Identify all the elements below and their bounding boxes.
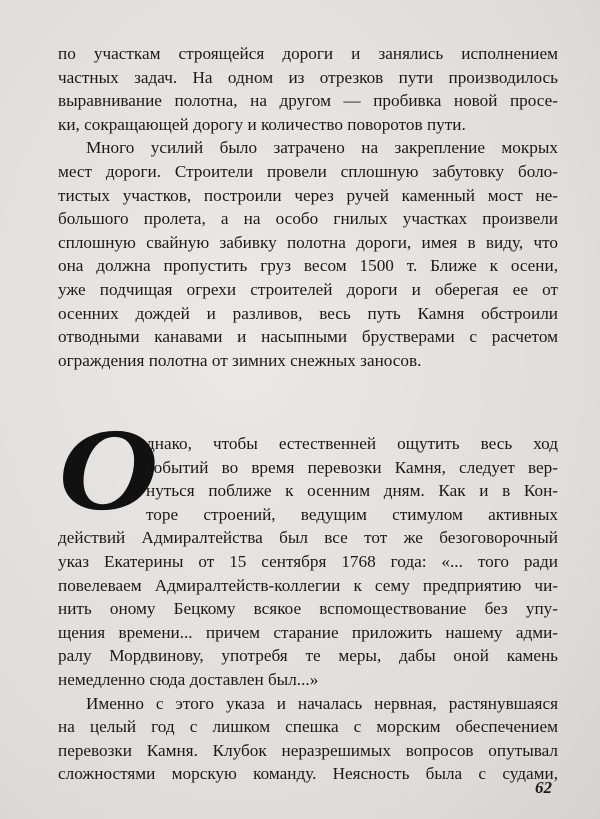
text-line: ки, сокращающей дорогу и количество поворотов пути.: [58, 114, 466, 134]
text-line: указ Екатерины от 15 сентября 1768 года: «... того ради: [58, 551, 558, 571]
text-line: по участкам строящейся дороги и занялись исполнением: [58, 44, 558, 63]
text-line: торе строений, ведущим стимулом активных: [146, 504, 558, 524]
text-line: действий Адмиралтейства был все тот же безоговорочный: [58, 528, 558, 548]
text-line: ограждения полотна от зимних снежных заносов.: [58, 350, 422, 370]
text-line: перевозки Камня. Клубок неразрешимых вопросов опутывал: [58, 740, 558, 760]
text-line: большого пролета, а на особо гнилых участках произвели: [58, 209, 558, 229]
text-line: Именно с этого указа и началась нервная, растянувшаяся: [86, 693, 558, 713]
text-line: она должна пропустить груз весом 1500 т. Ближе к осени,: [58, 256, 558, 276]
text-line: нить оному Бецкому всякое вспомоществование без упу-: [58, 599, 558, 619]
text-block-top: [58, 42, 558, 372]
drop-cap-letter: О: [58, 404, 159, 535]
text-line: нуться поближе к осенним дням. Как и в Кон-: [146, 481, 558, 501]
text-line: повелеваем Адмиралтейств-коллегии к сему предприятию чи-: [58, 575, 558, 595]
text-line: уже подчищая огрехи строителей дороги и оберегая ее от: [58, 279, 558, 299]
text-line: тистых участков, построили через ручей каменный мост не-: [58, 185, 558, 205]
text-line: событий во время перевозки Камня, следует вер-: [146, 457, 558, 477]
text-line: щения времени... причем старание приложить нашему адми-: [58, 622, 558, 642]
text-line: частных задач. На одном из отрезков пути производилось: [58, 67, 558, 87]
page-number: 62: [535, 778, 552, 797]
text-block-bottom: [58, 432, 558, 786]
text-line: отводными канавами и насыпными брустверами с расчетом: [58, 327, 558, 347]
text-line: днако, чтобы естественней ощутить весь ход: [146, 434, 558, 453]
text-line: на целый год с лишком спешка с морским обеспечением: [58, 717, 558, 737]
text-line: мест дороги. Строители провели сплошную забутовку боло-: [58, 161, 558, 181]
text-line: осенних дождей и разливов, весь путь Камня обстроили: [58, 303, 558, 323]
text-line: Много усилий было затрачено на закрепление мокрых: [86, 138, 558, 158]
text-line: ралу Мордвинову, употребя те меры, дабы оной камень: [58, 646, 558, 666]
text-line: немедленно сюда доставлен был...»: [58, 669, 319, 689]
text-line: сплошную свайную забивку полотна дороги, имея в виду, что: [58, 232, 558, 252]
text-line: сложностями морскую команду. Неясность была с судами,: [58, 764, 558, 784]
text-line: выравнивание полотна, на другом — пробивка новой просе-: [58, 91, 558, 111]
